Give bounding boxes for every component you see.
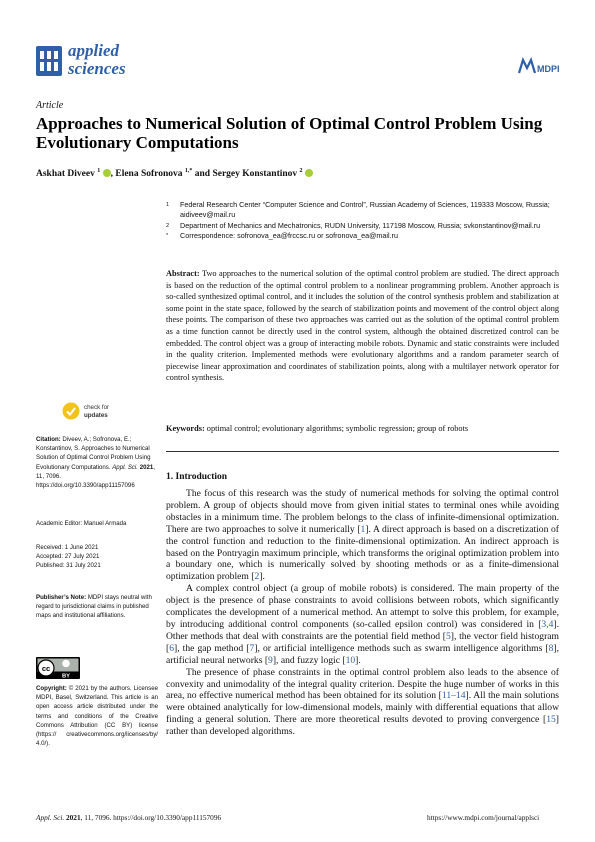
footer-citation	[36, 813, 221, 822]
published-date: Published: 31 July 2021	[36, 562, 101, 570]
cc-by-label: BY	[61, 673, 71, 680]
author-name[interactable]: Elena Sofronova	[115, 169, 183, 180]
paragraph-text: ] rather than developed algorithms.	[166, 714, 559, 738]
paragraph-text: ]. All the main solutions were obtained analytically for low-dimensional models, mainly with differential equations that allow finding a general solution. There are more theoretical results devoted to proving convergence [	[166, 690, 559, 726]
orcid-icon[interactable]	[103, 169, 111, 177]
footer-doi[interactable]: , 11, 7096. https://doi.org/10.3390/app11157096	[80, 813, 222, 822]
updates-line2: updates	[84, 411, 108, 419]
article-dates	[36, 543, 158, 571]
footer-journal-url[interactable]: https://www.mdpi.com/journal/applsci	[427, 813, 540, 822]
author-separator: ,	[110, 169, 116, 180]
affiliations	[166, 200, 558, 242]
affiliation	[166, 200, 558, 221]
paragraph-text: The focus of this research was the study of numerical methods for solving the optimal control problem. A group of objects should move from given initial states to terminal ones while avoiding obstacles in a minimum time. The problem belongs to the class of infinite-dimensional optimization. There are two approaches to solve it numerically [	[166, 488, 559, 535]
paragraph-text: ], the gap method [	[174, 642, 250, 654]
paragraph-text: ]. Other methods that deal with constraints are the potential field method [	[166, 618, 559, 642]
citation-link[interactable]: 8	[548, 642, 554, 654]
citation-link[interactable]: 5	[446, 630, 451, 642]
affiliation-text: Federal Research Center “Computer Science and Control”, Russian Academy of Sciences, 119333 Moscow, Russia; aidiveev@mail.ru	[180, 200, 550, 220]
paragraph	[166, 667, 559, 738]
academic-editor: Academic Editor: Manuel Armada	[36, 520, 127, 527]
paragraph-text: ], artificial neural networks [	[166, 642, 559, 666]
received-date: Received: 1 June 2021	[36, 544, 99, 551]
paragraph-text: ]. A direct approach is based on a discretization of the control function and reduction to the finite-dimensional optimization. An indirect approach is based on the Pontryagin maximum principle, which transforms the original optimization problem into a boundary one, which is numerically solved by shooting methods or as a finite-dimensional optimization problem [	[166, 523, 559, 583]
keywords-text: optimal control; evolutionary algorithms; symbolic regression; group of robots	[206, 424, 469, 433]
author-name[interactable]: Askhat Diveev	[36, 169, 95, 180]
paragraph-text: ], the vector field histogram [	[166, 630, 559, 654]
citation-link[interactable]: 15	[546, 714, 556, 726]
journal-logo-icon	[36, 46, 62, 76]
citation	[36, 435, 158, 490]
copyright-label: Copyright:	[36, 685, 67, 692]
publisher-note	[36, 593, 158, 621]
cc-by-license-icon[interactable]	[36, 657, 80, 679]
paragraph-text: The presence of phase constraints in the optimal control problem also leads to the absence of convexity and unimodality of the integral quality criterion. Despite the huge number of works in this area, no effective numerical method has been obtained for its solution [	[166, 666, 559, 702]
journal-logo[interactable]	[36, 42, 146, 82]
paragraph-text: A complex control object (a group of mobile robots) is considered. The main property of the object is the presence of phase constraints to avoid collisions between robots, which significantly complicates the development of a numerical method. An attempt to solve this problem, for example, by introducing additional control components (so-called epsilon control) was considered in [	[166, 583, 559, 630]
affiliation-number: *	[166, 233, 169, 240]
footer-year: 2021	[66, 813, 81, 822]
accepted-date: Accepted: 27 July 2021	[36, 553, 100, 561]
divider	[166, 451, 559, 452]
publisher-note-text: MDPI stays neutral with regard to jurisdictional claims in published maps and institutional affiliations.	[36, 594, 152, 620]
paragraph	[166, 488, 559, 583]
body-text	[166, 488, 559, 738]
publisher-name: MDPI	[537, 64, 560, 74]
citation-link[interactable]: 9	[268, 654, 273, 666]
author-affiliation-sup: 1	[97, 168, 101, 174]
affiliation-text: Department of Mechanics and Mechatronics, RUDN University, 117198 Moscow, Russia; svkonstantinov@mail.ru	[180, 220, 541, 230]
article-type: Article	[36, 100, 64, 111]
citation-label: Citation:	[36, 436, 61, 443]
paragraph-text: ].	[355, 654, 361, 666]
author-affiliation-sup: 1,*	[184, 168, 193, 174]
affiliation	[166, 231, 558, 241]
paragraph-text: ], and fuzzy logic [	[272, 654, 346, 666]
keywords-label: Keywords:	[166, 424, 205, 433]
copyright	[36, 684, 158, 748]
affiliation	[166, 221, 558, 231]
abstract-text: Two approaches to the numerical solution of the optimal control problem are studied. The direct approach is based on the reduction of the optimal control problem to a nonlinear programming problem. Another approach is so-called synthesized optimal control, and it includes the solution of the control synthesis problem and stabilization at some point in the state space, followed by the search of stabilization points and movement of the control object along these points. The comparison of these two approaches was carried out as the solution of the optimal control problem as a time function cannot be directly used in the control system, although the obtained discretized control can be embedded. The control object was a group of interacting mobile robots. Dynamic and static constraints were included in the quality criterion. Implemented methods were evolutionary algorithms and a random parameter search of piecewise linear approximation and coordinates of stabilization points, along with a multilayer network operator for control synthesis.	[166, 269, 559, 383]
citation-link[interactable]: 10	[345, 654, 356, 666]
cc-label: cc	[41, 663, 51, 673]
copyright-text: © 2021 by the authors. Licensee MDPI, Basel, Switzerland. This article is an open access article distributed under the terms and conditions of the Creative Commons Attribution (CC BY) license (https:// creativecommons.org/licenses/by/ 4.0/).	[36, 685, 158, 748]
abstract	[166, 268, 559, 384]
author-separator: and	[192, 169, 213, 180]
article-title: Approaches to Numerical Solution of Optimal Control Problem Using Evolutionary Computations	[36, 114, 543, 152]
author-name[interactable]: Sergey Konstantinov	[212, 169, 298, 180]
citation-link[interactable]: 3,4	[541, 618, 554, 630]
footer-journal: Appl. Sci.	[36, 813, 65, 822]
orcid-icon[interactable]	[305, 169, 313, 177]
citation-link[interactable]: 1	[360, 523, 366, 535]
citation-link[interactable]: 7	[249, 642, 255, 654]
citation-rest[interactable]: , 11, 7096. https://doi.org/10.3390/app11157096	[36, 463, 155, 490]
abstract-label: Abstract:	[166, 269, 200, 278]
mdpi-logo[interactable]	[517, 57, 560, 77]
affiliation-number: 2	[166, 222, 170, 229]
citation-link[interactable]: 11–14	[441, 690, 466, 702]
citation-link[interactable]: 2	[254, 571, 260, 583]
citation-year: 2021	[139, 463, 154, 471]
citation-journal: Appl. Sci.	[112, 463, 138, 471]
affiliation-number: 1	[166, 202, 170, 208]
author-list	[36, 168, 313, 179]
affiliation-text: Correspondence: sofronova_ea@frccsc.ru or sofronova_ea@mail.ru	[180, 231, 398, 241]
updates-line1: check for	[84, 404, 110, 411]
paragraph-text: ].	[259, 571, 265, 583]
citation-text: Diveev, A.; Sofronova, E.; Konstantinov, S. Approaches to Numerical Solution of Optimal Control Problem Using Evolutionary Computations.	[36, 436, 151, 471]
check-updates-icon	[62, 402, 80, 420]
paragraph	[166, 583, 559, 666]
section-heading: 1. Introduction	[166, 472, 228, 482]
publisher-note-label: Publisher’s Note:	[36, 594, 87, 601]
check-for-updates-badge[interactable]	[62, 402, 122, 422]
paragraph-text: ], or artificial intelligence methods such as swarm intelligence algorithms [	[254, 642, 549, 654]
journal-name: applied sciences	[68, 41, 126, 78]
citation-link[interactable]: 6	[169, 642, 174, 654]
author-affiliation-sup: 2	[299, 168, 303, 174]
keywords	[166, 423, 559, 435]
